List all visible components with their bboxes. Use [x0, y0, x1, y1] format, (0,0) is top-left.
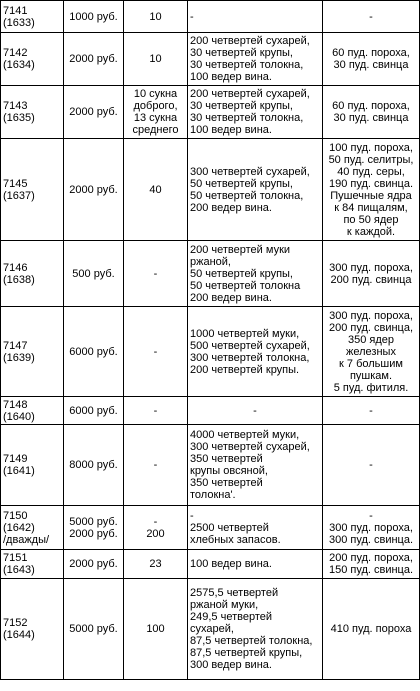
year-cell: 7147 (1639): [1, 307, 64, 397]
ammo-cell: 100 пуд. пороха, 50 пуд. селитры, 40 пуд. серы, 190 пуд. свинца. Пушечные ядра к 84 пищалям, по 50 ядер к каждой.: [323, 139, 420, 241]
table-row: [1, 307, 420, 397]
cloth-cell: 10: [124, 33, 188, 86]
money-cell: 2000 руб.: [64, 86, 124, 139]
supplies-cell: 1000 четвертей муки, 500 четвертей сухарей, 300 четвертей толокна, 200 четвертей крупы.: [188, 307, 323, 397]
cloth-cell: 10 сукна доброго, 13 сукна среднего: [124, 86, 188, 139]
table-row: [1, 397, 420, 425]
supplies-cell: -: [188, 1, 323, 33]
year-cell: 7145 (1637): [1, 139, 64, 241]
ammo-cell: 410 пуд. пороха: [323, 579, 420, 680]
supplies-cell: 200 четвертей сухарей, 30 четвертей крупы, 30 четвертей толокна, 100 ведер вина.: [188, 33, 323, 86]
cloth-cell: -: [124, 425, 188, 506]
supplies-cell: - 2500 четвертей хлебных запасов.: [188, 506, 323, 550]
ammo-cell: -: [323, 397, 420, 425]
year-cell: 7150 (1642) /дважды/: [1, 506, 64, 550]
cloth-cell: -: [124, 307, 188, 397]
cloth-cell: 23: [124, 550, 188, 579]
year-cell: 7141 (1633): [1, 1, 64, 33]
supplies-cell: 4000 четвертей муки, 300 четвертей сухарей, 350 четвертей крупы овсяной, 350 четвертей толокна'.: [188, 425, 323, 506]
table-row: [1, 1, 420, 33]
cloth-cell: 40: [124, 139, 188, 241]
table-row: [1, 241, 420, 307]
money-cell: 1000 руб.: [64, 1, 124, 33]
cloth-cell: -: [124, 397, 188, 425]
ammo-cell: 60 пуд. пороха, 30 пуд. свинца: [323, 33, 420, 86]
money-cell: 8000 руб.: [64, 425, 124, 506]
cloth-cell: - 200: [124, 506, 188, 550]
table-row: [1, 550, 420, 579]
money-cell: 6000 руб.: [64, 307, 124, 397]
supplies-cell: -: [188, 397, 323, 425]
supplies-cell: 2575,5 четвертей ржаной муки, 249,5 четвертей сухарей, 87,5 четвертей толокна, 87,5 четвертей крупы, 300 ведер вина.: [188, 579, 323, 680]
money-cell: 5000 руб.: [64, 579, 124, 680]
year-cell: 7152 (1644): [1, 579, 64, 680]
table-row: [1, 579, 420, 680]
supplies-cell: 300 четвертей сухарей, 50 четвертей крупы, 50 четвертей толокна, 200 ведер вина.: [188, 139, 323, 241]
year-cell: 7142 (1634): [1, 33, 64, 86]
cloth-cell: -: [124, 241, 188, 307]
supplies-cell: 100 ведер вина.: [188, 550, 323, 579]
money-cell: 2000 руб.: [64, 33, 124, 86]
year-cell: 7146 (1638): [1, 241, 64, 307]
money-cell: 6000 руб.: [64, 397, 124, 425]
money-cell: 500 руб.: [64, 241, 124, 307]
ammo-cell: 300 пуд. пороха, 200 пуд. свинца: [323, 241, 420, 307]
table-row: [1, 139, 420, 241]
table-row: [1, 33, 420, 86]
year-cell: 7148 (1640): [1, 397, 64, 425]
ammo-cell: 200 пуд. пороха, 150 пуд. свинца.: [323, 550, 420, 579]
money-cell: 5000 руб. 2000 руб.: [64, 506, 124, 550]
table-row: [1, 425, 420, 506]
table-row: [1, 506, 420, 550]
cloth-cell: 100: [124, 579, 188, 680]
ammo-cell: 300 пуд. пороха, 200 пуд. свинца, 350 ядер железных к 7 большим пушкам. 5 пуд. фитиля.: [323, 307, 420, 397]
ammo-cell: -: [323, 425, 420, 506]
ammo-cell: - 300 пуд. пороха, 300 пуд. свинца.: [323, 506, 420, 550]
table-row: [1, 86, 420, 139]
ammo-cell: 60 пуд. пороха, 30 пуд. свинца: [323, 86, 420, 139]
year-cell: 7149 (1641): [1, 425, 64, 506]
supplies-cell: 200 четвертей сухарей, 30 четвертей крупы, 30 четвертей толокна, 100 ведер вина.: [188, 86, 323, 139]
year-cell: 7143 (1635): [1, 86, 64, 139]
ammo-cell: -: [323, 1, 420, 33]
year-cell: 7151 (1643): [1, 550, 64, 579]
supplies-cell: 200 четвертей муки ржаной, 50 четвертей крупы, 50 четвертей толокна 200 ведер вина.: [188, 241, 323, 307]
money-cell: 2000 руб.: [64, 550, 124, 579]
cloth-cell: 10: [124, 1, 188, 33]
money-cell: 2000 руб.: [64, 139, 124, 241]
